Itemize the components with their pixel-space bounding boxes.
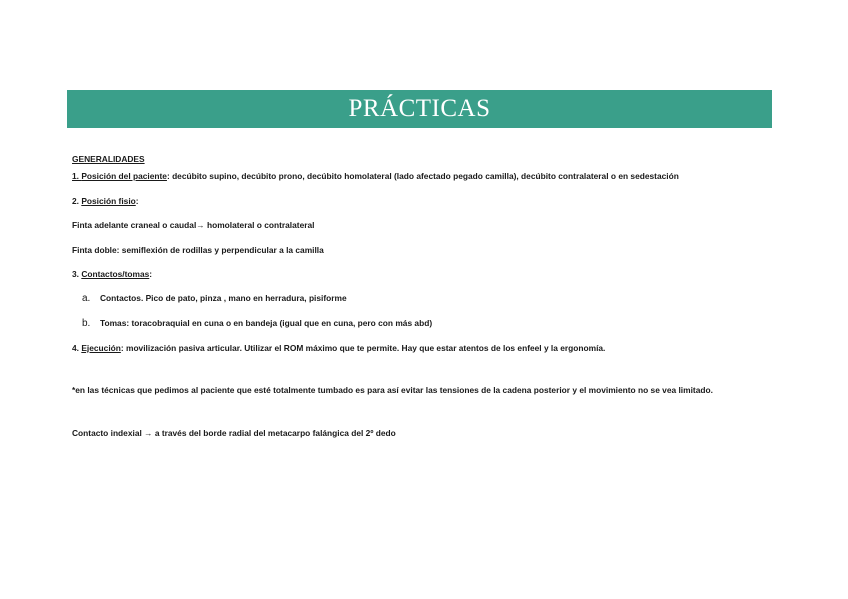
item-number: 4. [72,343,82,353]
item-physio-position [72,196,139,207]
item-label: Ejecución [81,343,121,353]
item-patient-position [72,171,679,182]
sub-item-b [82,318,432,329]
item-text: : [135,196,139,206]
item-text: : movilización pasiva articular. Utilizar el ROM máximo que te permite. Hay que estar atentos de los enfeel y la ergonomía. [120,343,606,353]
sub-item-text: Tomas: toracobraquial en cuna o en bandeja (igual que en cuna, pero con más abd) [100,318,433,328]
item-label: Posición fisio [81,196,136,206]
item-text: : decúbito supino, decúbito prono, decúbito homolateral (lado afectado pegado camilla), decúbito contralateral o en sedestación [166,171,679,181]
page-title: PRÁCTICAS [348,95,491,122]
contacto-indexial-text: Contacto indexial → a través del borde radial del metacarpo falángica del 2º dedo [72,428,396,438]
item-label: Posición del paciente [81,171,167,181]
section-heading: GENERALIDADES [72,154,145,164]
item-number: 1. [72,171,82,181]
item-label: Contactos/tomas [81,269,150,279]
item-text: : [149,269,153,279]
sub-item-text: Contactos. Pico de pato, pinza , mano en herradura, pisiforme [100,293,347,303]
item-execution [72,343,605,354]
item-contacts [72,269,152,280]
sub-item-a [82,293,347,304]
title-banner [67,90,772,128]
finta-adelante-text: Finta adelante craneal o caudal→ homolateral o contralateral [72,220,315,230]
item-number: 3. [72,269,82,279]
note-text: *en las técnicas que pedimos al paciente que esté totalmente tumbado es para así evitar las tensiones de la cadena posterior y el movimiento no se vea limitado. [72,385,713,395]
sub-item-marker: b. [82,318,91,329]
sub-item-marker: a. [82,293,91,304]
finta-doble-text: Finta doble: semiflexión de rodillas y perpendicular a la camilla [72,245,324,255]
item-number: 2. [72,196,82,206]
